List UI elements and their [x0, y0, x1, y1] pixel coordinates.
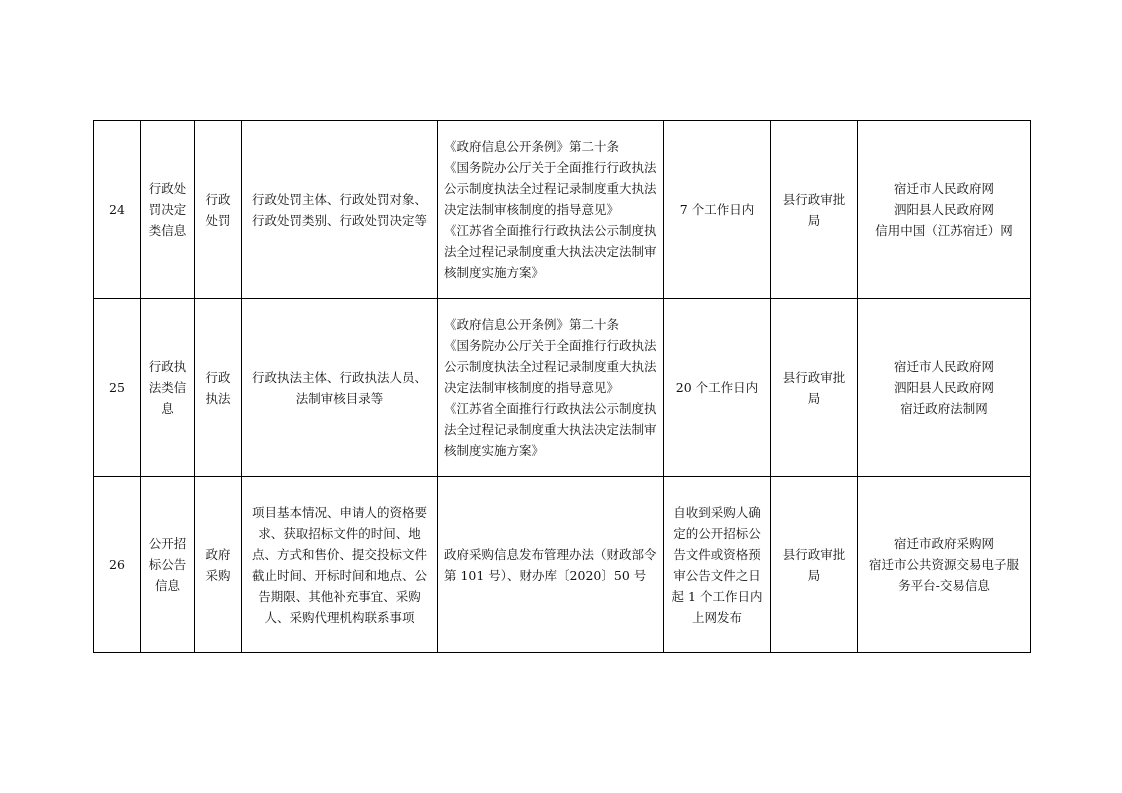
disclosure-content: 行政执法主体、行政执法人员、法制审核目录等 — [242, 299, 438, 477]
legal-basis-item: 《政府信息公开条例》第二十条 — [444, 317, 620, 332]
disclosure-content: 项目基本情况、申请人的资格要求、获取招标文件的时间、地点、方式和售价、提交投标文件截止时间、开标时间和地点、公告期限、其他补充事宜、采购人、采购代理机构联系事项 — [242, 477, 438, 653]
time-limit: 自收到采购人确定的公开招标公告文件或资格预审公告文件之日起 1 个工作日内上网发布 — [664, 477, 771, 653]
channel-item: 泗阳县人民政府网 — [893, 380, 994, 395]
info-subcategory: 行政处罚 — [195, 121, 242, 299]
legal-basis-item: 《江苏省全面推行行政执法公示制度执法全过程记录制度重大执法决定法制审核制度实施方案》 — [444, 401, 657, 458]
info-subcategory: 政府采购 — [195, 477, 242, 653]
table-row — [94, 477, 1031, 653]
channel-item: 宿迁市人民政府网 — [893, 359, 994, 374]
legal-basis-item: 《江苏省全面推行行政执法公示制度执法全过程记录制度重大执法决定法制审核制度实施方案》 — [444, 223, 657, 280]
legal-basis-item: 政府采购信息发布管理办法（财政部令第 101 号）、财办库〔2020〕50 号 — [444, 546, 657, 583]
legal-basis — [438, 121, 664, 299]
row-number: 26 — [94, 477, 141, 653]
disclosure-content: 行政处罚主体、行政处罚对象、行政处罚类别、行政处罚决定等 — [242, 121, 438, 299]
time-limit: 20 个工作日内 — [664, 299, 771, 477]
row-number: 25 — [94, 299, 141, 477]
time-limit: 7 个工作日内 — [664, 121, 771, 299]
row-number: 24 — [94, 121, 141, 299]
legal-basis — [438, 299, 664, 477]
info-category: 行政执法类信息 — [141, 299, 195, 477]
legal-basis-item: 《国务院办公厅关于全面推行行政执法公示制度执法全过程记录制度重大执法决定法制审核制度的指导意见》 — [444, 160, 657, 217]
channel-item: 宿迁市人民政府网 — [893, 181, 994, 196]
channel-item: 宿迁市政府采购网 — [893, 536, 994, 551]
channel-item: 宿迁政府法制网 — [900, 401, 988, 416]
responsible-department: 县行政审批局 — [771, 477, 858, 653]
disclosure-channels — [858, 121, 1031, 299]
table-row — [94, 121, 1031, 299]
channel-item: 信用中国（江苏宿迁）网 — [875, 223, 1013, 238]
disclosure-table — [93, 120, 1031, 653]
disclosure-channels — [858, 477, 1031, 653]
responsible-department: 县行政审批局 — [771, 299, 858, 477]
disclosure-channels — [858, 299, 1031, 477]
channel-item: 泗阳县人民政府网 — [893, 202, 994, 217]
responsible-department: 县行政审批局 — [771, 121, 858, 299]
legal-basis-item: 《政府信息公开条例》第二十条 — [444, 139, 620, 154]
channel-item: 宿迁市公共资源交易电子服务平台-交易信息 — [868, 557, 1019, 593]
table-row — [94, 299, 1031, 477]
legal-basis-item: 《国务院办公厅关于全面推行行政执法公示制度执法全过程记录制度重大执法决定法制审核制度的指导意见》 — [444, 338, 657, 395]
info-category: 行政处罚决定类信息 — [141, 121, 195, 299]
info-subcategory: 行政执法 — [195, 299, 242, 477]
info-category: 公开招标公告信息 — [141, 477, 195, 653]
legal-basis — [438, 477, 664, 653]
